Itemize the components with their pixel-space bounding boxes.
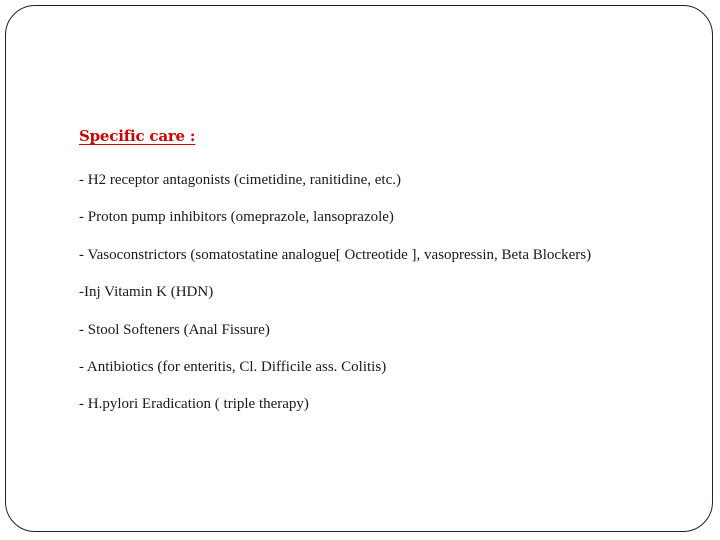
care-list: [79, 170, 699, 414]
list-item-stool-softeners: - Stool Softeners (Anal Fissure): [79, 321, 270, 338]
list-item-h2-antagonists: - H2 receptor antagonists (cimetidine, ranitidine, etc.): [79, 172, 401, 188]
specific-care-heading: Specific care :: [79, 127, 196, 145]
list-item-antibiotics: - Antibiotics (for enteritis, Cl. Difficile ass. Colitis): [79, 358, 387, 375]
list-item-vitamin-k: -Inj Vitamin K (HDN): [79, 284, 214, 301]
list-item-proton-pump-inhibitors: - Proton pump inhibitors (omeprazole, lansoprazole): [79, 209, 394, 226]
list-item-hpylori-eradication: - H.pylori Eradication ( triple therapy): [79, 396, 309, 413]
slide-content: [79, 126, 699, 432]
list-item-vasoconstrictors: - Vasoconstrictors (somatostatine analogue[ Octreotide ], vasopressin, Beta Blockers): [79, 246, 592, 263]
